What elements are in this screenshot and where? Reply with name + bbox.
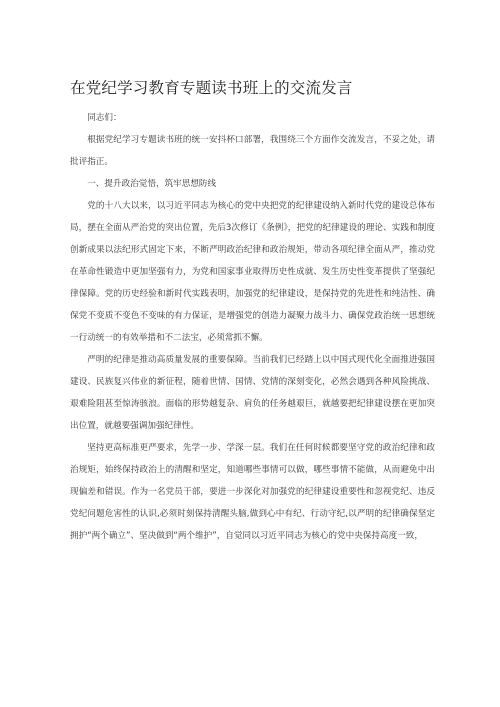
paragraph: 严明的纪律是推动高质量发展的重要保障。当前我们已经踏上以中国式现代化全面推进强国建设、民族复兴伟业的新征程，随着世情、国情、党情的深刻变化，必然会遇到各种风险挑战、艰难险阻甚至惊涛骇浪。面临的形势越复杂、肩负的任务越艰巨，就越要把纪律建设摆在更加突出位置，就越要强调加强纪律性。 <box>70 355 435 431</box>
paragraph: 党的十八大以来，以习近平同志为核心的党中央把党的纪律建设纳入新时代党的建设总体布局，摆在全面从严治党的突出位置，先后3次修订《条例》，把党的纪律建设的理论、实践和制度创新成果以法纪形式固定下来，不断严明政治纪律和政治规矩，带动各项纪律全面从严，推动党在革命性锻造中更加坚强有力，为党和国家事业取得历史性成就、发生历史性变革提供了坚强纪律保障。党的历史经验和新时代实践表明，加强党的纪律建设，是保持党的先进性和纯洁性、确保党不变质不变色不变味的有力保证，是增强党的创造力凝聚力战斗力、确保党政治统一思想统一行动统一的有效举措和不二法宝，必须常抓不懈。 <box>70 201 435 343</box>
paragraph: 坚持更高标准更严要求，先学一步、学深一层。我们在任何时候都要坚守党的政治纪律和政治规矩，始终保持政治上的清醒和坚定，知道哪些事情可以做，哪些事情不能做，从而避免中出现偏差和错误。作为一名党员干部，要进一步深化对加强党的纪律建设重要性和忽视党纪、违反党纪问题危害性的认识,必须时刻保持清醒头脑,做到心中有纪、行动守纪,以严明的纪律确保坚定拥护“两个确立”、坚决做到“两个维护”，自觉同以习近平同志为核心的党中央保持高度一致， <box>70 443 435 541</box>
salutation: 同志们： <box>87 113 122 123</box>
document-title: 在党纪学习教育专题读书班上的交流发言 <box>70 79 353 97</box>
document-body <box>70 107 435 547</box>
paragraph-intro: 根据党纪学习专题读书班的统一安抖杯口部署，我围绕三个方面作交流发言，不妥之处，请批评指正。 <box>70 135 435 167</box>
section-heading: 一、提升政治觉悟，筑牢思想防线 <box>87 179 217 189</box>
